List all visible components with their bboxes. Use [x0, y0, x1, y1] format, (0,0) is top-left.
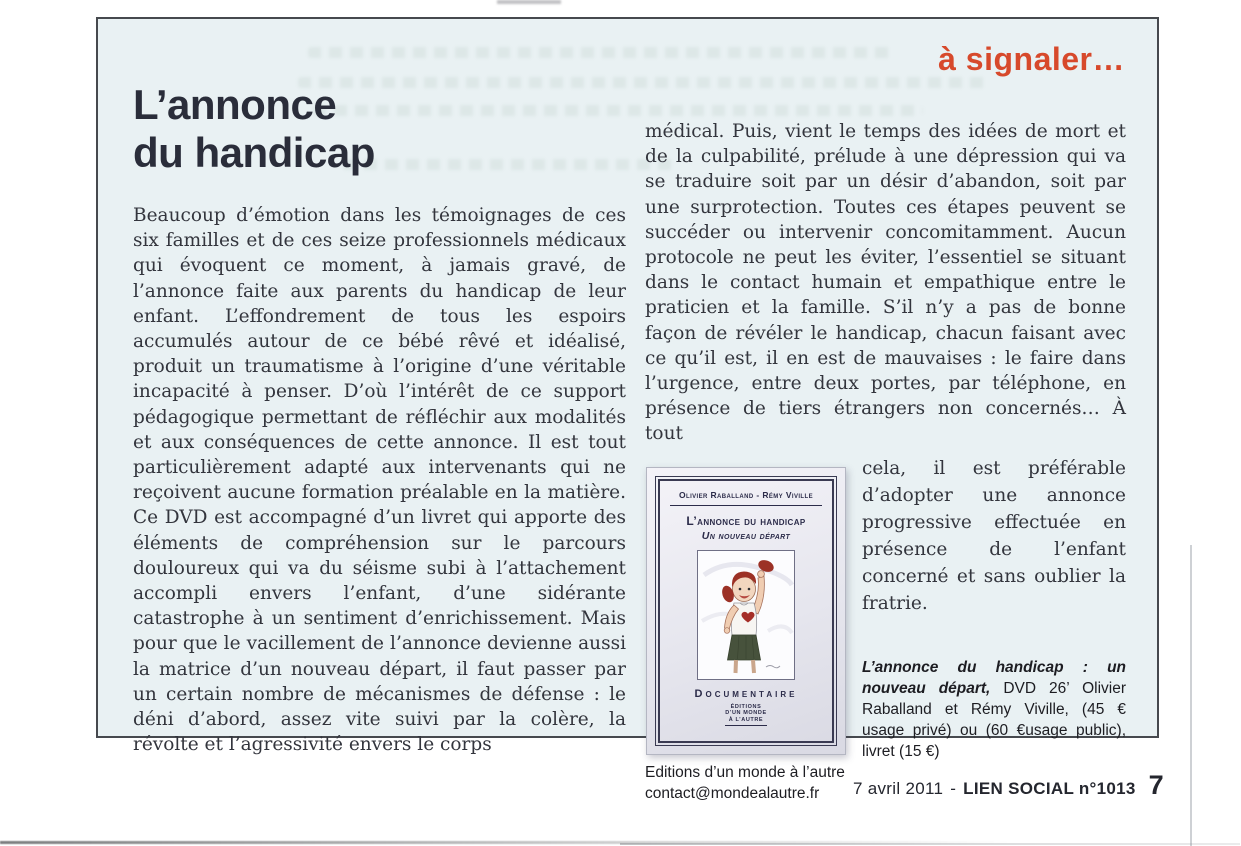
dvd-publisher-logo — [725, 704, 766, 727]
dvd-publisher-line2: D’UN MONDE — [725, 710, 767, 717]
footer-journal-name: LIEN SOCIAL n°1013 — [963, 779, 1136, 798]
dvd-publisher-line1: ÉDITIONS — [730, 703, 762, 710]
article-text-right-wrap: cela, il est préférable d’adopter une annonce progressive effectuée en présence de l’enfant concerné et sans oublier la fratrie. — [862, 457, 1126, 614]
scan-edge-mark — [497, 0, 561, 4]
dvd-genre-label: Documentaire — [694, 687, 798, 700]
dvd-subtitle: Un nouveau départ — [701, 529, 791, 542]
article-text-left: Beaucoup d’émotion dans les témoignages de ces six familles et de ces seize professionnels médicaux qui évoquent ce moment, à jamais gravé, de l’annonce faite aux parents du handicap de leur enfant. L’effondrement de tous les espoirs accumulés autour de ce bébé rêvé et idéalisé, produit un traumatisme à l’origine d’une véritable incapacité à penser. D’où l’intérêt de ce support pédagogique permettant de réfléchir aux modalités et aux conséquences de cette annonce. Il est tout particulièrement adapté aux intervenants qui ne reçoivent aucune formation préalable en la matière. Ce DVD est accompagné d’un livret qui apporte des éléments de compréhension sur le parcours douloureux qui va du séisme subi à l’attachement accompli envers l’enfant, d’une sidérante catastrophe à un sentiment d’enrichissement. Mais pour que le vacillement de l’annonce devienne aussi la matrice d’un nouveau départ, il faut passer par un certain nombre de mécanismes de défense : le déni d’abord, assez vite suivi par la colère, la révolte et l’agressivité envers le corps — [133, 205, 626, 756]
article-title-line2: du handicap — [133, 129, 375, 176]
footer-separator: - — [950, 779, 957, 798]
dvd-title: L’annonce du handicap — [686, 513, 806, 528]
dvd-authors: Olivier Raballand - Rémy Viville — [670, 490, 821, 506]
scan-edge-line — [1190, 545, 1192, 846]
dvd-publisher-line3: À L’AUTRE — [728, 716, 764, 723]
girl-drawing-svg — [698, 551, 794, 679]
dvd-cover-frame — [658, 479, 834, 743]
scan-edge-line — [620, 843, 1240, 845]
caption-details: DVD 26’ Olivier Raballand et Rémy Viville, (45 € usage privé) ou (60 €usage public), livret (15 €) — [862, 679, 1126, 760]
caption-title: L’annonce du handicap : un nouveau départ, — [862, 658, 1126, 697]
page-footer — [853, 770, 1164, 801]
girl-illustration — [697, 550, 795, 680]
caption-contact-email: contact@mondealautre.fr — [645, 784, 820, 802]
footer-page-number: 7 — [1148, 770, 1164, 800]
article-text-right-top: médical. Puis, vient le temps des idées de mort et de la culpabilité, prélude à une dépression qui va se traduire soit par un désir d’abandon, soit par une surprotection. Toutes ces étapes peuvent se succéder ou intervenir concomitamment. Aucun protocole ne peut les éviter, l’essentiel se situant dans le contact humain et empathique entre le praticien et la famille. S’il n’y a pas de bonne façon de révéler le handicap, chacun faisant avec ce qu’il est, il en est de mauvaises : le faire dans l’urgence, entre deux portes, par téléphone, en présence de tiers étrangers non concernés… À tout — [645, 121, 1126, 445]
right-column-lower — [645, 455, 1126, 804]
right-column — [645, 119, 1126, 804]
article-title-line1: L’annonce — [133, 81, 337, 128]
left-column — [133, 81, 626, 757]
dvd-cover-image — [646, 467, 846, 755]
footer-date: 7 avril 2011 — [852, 779, 944, 798]
article-title — [133, 81, 626, 177]
print-bleedthrough-artifact — [308, 47, 893, 58]
caption-publisher: Editions d’un monde à l’autre — [645, 763, 845, 781]
section-flag: à signaler… — [938, 41, 1125, 77]
